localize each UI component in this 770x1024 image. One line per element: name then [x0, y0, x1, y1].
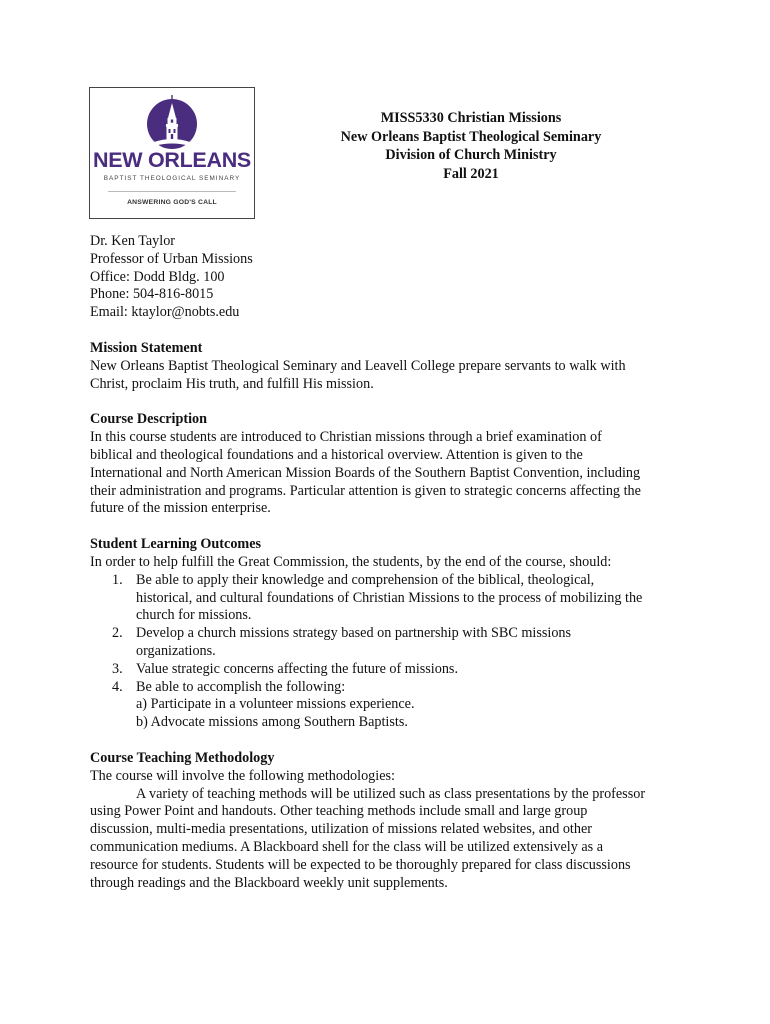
list-number: 1.: [112, 571, 123, 588]
term: Fall 2021: [443, 165, 499, 182]
logo-tagline: ANSWERING GOD'S CALL: [127, 199, 217, 206]
list-number: 2.: [112, 625, 123, 642]
description-line: biblical and theological foundations and a historical overview. Attention is given to the: [90, 446, 583, 463]
methodology-line: using Power Point and handouts. Other teaching methods include small and large group: [90, 803, 588, 820]
description-line: In this course students are introduced to Christian missions through a brief examination of: [90, 429, 602, 446]
learning-outcomes-heading: Student Learning Outcomes: [90, 536, 262, 553]
outcome-subitem: a) Participate in a volunteer missions experience.: [136, 696, 415, 713]
outcome-line: organizations.: [136, 642, 216, 659]
methodology-line: through readings and the Blackboard weekly unit supplements.: [90, 874, 448, 891]
course-code-title: MISS5330 Christian Missions: [380, 110, 562, 126]
learning-outcomes-intro: In order to help fulfill the Great Commission, the students, by the end of the course, should:: [90, 553, 612, 570]
outcomes-list: [90, 572, 690, 697]
instructor-name: Dr. Ken Taylor: [90, 233, 176, 249]
logo-divider: [108, 191, 236, 192]
instructor-phone: Phone: 504-816-8015: [90, 286, 214, 303]
outcome-line: Be able to accomplish the following:: [136, 678, 346, 695]
instructor-title: Professor of Urban Missions: [90, 250, 253, 267]
course-header: [300, 109, 642, 183]
logo-name: NEW ORLEANS: [93, 148, 251, 172]
methodology-line: resource for students. Students will be expected to be thoroughly prepared for class discussions: [90, 856, 631, 873]
list-item: [90, 625, 690, 661]
mission-line: Christ, proclaim His truth, and fulfill His mission.: [90, 375, 374, 392]
list-item: [90, 661, 690, 679]
methodology-line: discussion, multi-media presentations, utilization of missions related websites, and other: [90, 821, 592, 838]
outcome-subitem: b) Advocate missions among Southern Baptists.: [136, 714, 408, 731]
outcome-line: Value strategic concerns affecting the future of missions.: [136, 660, 459, 677]
instructor-contact: [90, 233, 690, 322]
instructor-email: Email: ktaylor@nobts.edu: [90, 304, 240, 321]
seminary-logo: [89, 87, 255, 219]
mission-statement-heading: Mission Statement: [90, 339, 203, 356]
description-line: their administration and programs. Particular attention is given to strategic concerns affecting the: [90, 482, 641, 499]
teaching-methodology-section: [90, 750, 690, 892]
chapel-steeple-emblem-icon: [146, 94, 198, 150]
division-name: Division of Church Ministry: [385, 147, 557, 163]
logo-subtitle: BAPTIST THEOLOGICAL SEMINARY: [103, 175, 241, 182]
list-item: [90, 572, 690, 625]
list-number: 4.: [112, 678, 123, 695]
description-line: future of the mission enterprise.: [90, 500, 271, 517]
teaching-methodology-heading: Course Teaching Methodology: [90, 749, 275, 766]
list-item: [90, 679, 690, 697]
learning-outcomes-section: [90, 536, 690, 732]
outcome-line: historical, and cultural foundations of Christian Missions to the process of mobilizing the: [136, 589, 643, 606]
syllabus-body: [90, 233, 690, 892]
institution-name: New Orleans Baptist Theological Seminary: [340, 128, 602, 145]
methodology-line: A variety of teaching methods will be utilized such as class presentations by the professor: [136, 785, 646, 802]
course-description-heading: Course Description: [90, 411, 208, 428]
list-number: 3.: [112, 660, 123, 677]
instructor-office: Office: Dodd Bldg. 100: [90, 268, 225, 285]
mission-statement-section: [90, 340, 690, 393]
mission-line: New Orleans Baptist Theological Seminary and Leavell College prepare servants to walk with: [90, 357, 626, 374]
methodology-intro: The course will involve the following methodologies:: [90, 767, 395, 784]
description-line: International and North American Mission Boards of the Southern Baptist Convention, including: [90, 464, 641, 481]
outcome-line: church for missions.: [136, 607, 252, 624]
course-description-section: [90, 411, 690, 518]
methodology-line: communication mediums. A Blackboard shell for the class will be utilized extensively as a: [90, 838, 603, 855]
outcome-line: Be able to apply their knowledge and comprehension of the biblical, theological,: [136, 571, 595, 588]
outcome-line: Develop a church missions strategy based on partnership with SBC missions: [136, 625, 572, 642]
